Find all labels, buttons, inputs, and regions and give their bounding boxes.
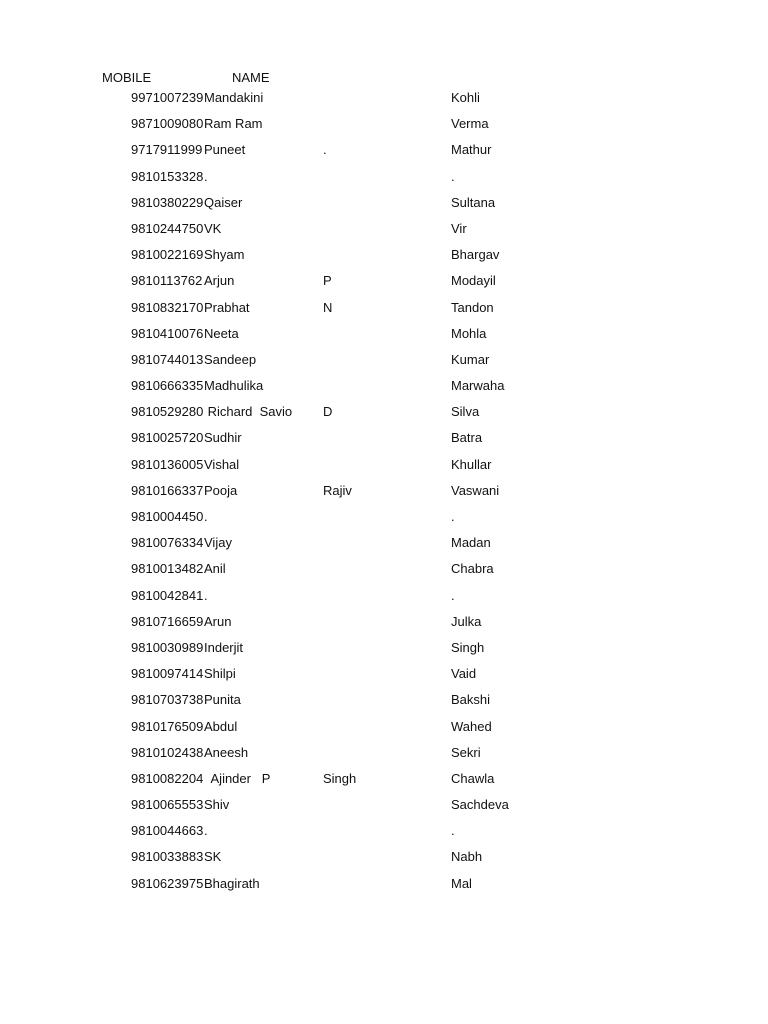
contact-row [0,692,768,718]
last-name: Singh [451,639,485,655]
last-name: . [451,587,455,603]
middle-name: P [323,273,332,289]
mobile-number: 9810410076 [131,325,204,341]
last-name: Bakshi [451,692,491,708]
contact-row [0,221,768,247]
name-column-header: NAME [232,70,270,85]
contact-row [0,404,768,430]
contact-row [0,823,768,849]
first-name: Prabhat [204,299,250,315]
contact-row [0,614,768,640]
contact-row [0,273,768,299]
last-name: Sekri [451,744,481,760]
mobile-number: 9810113762 [131,273,203,289]
first-name: Ram Ram [204,116,263,132]
last-name: Julka [451,613,482,629]
mobile-number: 9810025720 [131,430,204,446]
mobile-number: 9810244750 [131,220,204,236]
mobile-number: 9810097414 [131,666,204,682]
first-name: Bhagirath [204,875,260,891]
first-name: Neeta [204,325,239,341]
first-name: Abdul [204,718,238,734]
mobile-number: 9810744013 [131,351,204,367]
middle-name: Rajiv [323,482,352,498]
first-name: Shiv [204,797,230,813]
middle-name: D [323,404,333,420]
contact-row [0,535,768,561]
first-name: Madhulika [204,378,264,394]
first-name: VK [204,220,222,236]
first-name: . [204,823,208,839]
last-name: Chabra [451,561,494,577]
last-name: . [451,823,455,839]
mobile-number: 9810623975 [131,875,204,891]
contact-row [0,195,768,221]
contact-row [0,588,768,614]
first-name: Vishal [204,456,240,472]
mobile-number: 9810004450 [131,509,204,524]
contact-row [0,169,768,195]
mobile-number: 9810136005 [131,456,204,472]
last-name: Mathur [451,142,492,158]
mobile-number: 9810042841 [131,587,204,603]
last-name: Vir [451,220,467,236]
column-header-row [0,70,768,86]
contact-row [0,116,768,142]
contact-row [0,378,768,404]
first-name: Inderjit [204,639,244,655]
contact-row [0,509,768,535]
first-name: . [204,168,208,184]
contact-row [0,797,768,823]
mobile-number: 9810044663 [131,823,204,839]
first-name: Sudhir [204,430,242,446]
first-name: . [204,587,208,603]
contact-row [0,849,768,875]
mobile-number: 9810166337 [131,482,204,498]
contact-row [0,352,768,378]
last-name: . [451,509,455,524]
first-name: Arjun [204,273,235,289]
last-name: Bhargav [451,247,500,263]
mobile-number: 9810703738 [131,692,204,708]
last-name: Khullar [451,456,492,472]
mobile-number: 9810065553 [131,797,204,813]
contact-row [0,300,768,326]
contact-row [0,483,768,509]
first-name: Qaiser [204,194,243,210]
first-name: Shilpi [204,666,236,682]
mobile-number: 9810033883 [131,849,204,865]
mobile-column-header: MOBILE [102,70,152,85]
first-name: Shyam [204,247,245,263]
mobile-number: 9810529280 [131,404,204,420]
middle-name: . [323,142,327,158]
last-name: Mohla [451,325,487,341]
contact-row [0,457,768,483]
first-name: SK [204,849,222,865]
last-name: Wahed [451,718,492,734]
mobile-number: 9810022169 [131,247,204,263]
contact-row [0,719,768,745]
last-name: Batra [451,430,483,446]
first-name: Punita [204,692,241,708]
contact-row [0,745,768,771]
first-name: Pooja [204,482,238,498]
first-name: Sandeep [204,351,257,367]
contact-row [0,326,768,352]
first-name: Richard Savio [204,404,293,420]
mobile-number: 9717911999 [131,142,203,158]
contact-row [0,640,768,666]
first-name: . [204,509,208,524]
last-name: Sultana [451,194,496,210]
contact-row [0,142,768,168]
last-name: Sachdeva [451,797,509,813]
mobile-number: 9810716659 [131,613,204,629]
last-name: Tandon [451,299,494,315]
contact-row [0,247,768,273]
middle-name: N [323,299,333,315]
first-name: Mandakini [204,90,264,105]
mobile-number: 9810076334 [131,535,204,551]
first-name: Ajinder P [204,770,271,786]
mobile-number: 9810102438 [131,744,204,760]
last-name: Verma [451,116,489,132]
mobile-number: 9810030989 [131,639,204,655]
last-name: Vaswani [451,482,500,498]
last-name: Madan [451,535,491,551]
first-name: Arun [204,613,232,629]
last-name: Nabh [451,849,483,865]
last-name: Kohli [451,90,480,105]
first-name: Aneesh [204,744,249,760]
mobile-number: 9810153328 [131,168,204,184]
mobile-number: 9810832170 [131,299,204,315]
first-name: Vijay [204,535,232,551]
last-name: Chawla [451,770,495,786]
middle-name: Singh [323,770,357,786]
mobile-number: 9971007239 [131,90,204,105]
contact-row [0,90,768,116]
mobile-number: 9871009080 [131,116,204,132]
last-name: Silva [451,404,480,420]
last-name: Vaid [451,666,477,682]
contact-row [0,666,768,692]
mobile-number: 9810666335 [131,378,204,394]
mobile-number: 9810380229 [131,194,204,210]
first-name: Anil [204,561,226,577]
last-name: Modayil [451,273,496,289]
contact-list [0,90,768,902]
contact-row [0,430,768,456]
last-name: Marwaha [451,378,505,394]
contact-row [0,876,768,902]
mobile-number: 9810013482 [131,561,204,577]
last-name: . [451,168,455,184]
contact-row [0,771,768,797]
mobile-number: 9810082204 [131,770,204,786]
contact-row [0,561,768,587]
last-name: Mal [451,875,472,891]
first-name: Puneet [204,142,246,158]
last-name: Kumar [451,351,490,367]
mobile-number: 9810176509 [131,718,204,734]
